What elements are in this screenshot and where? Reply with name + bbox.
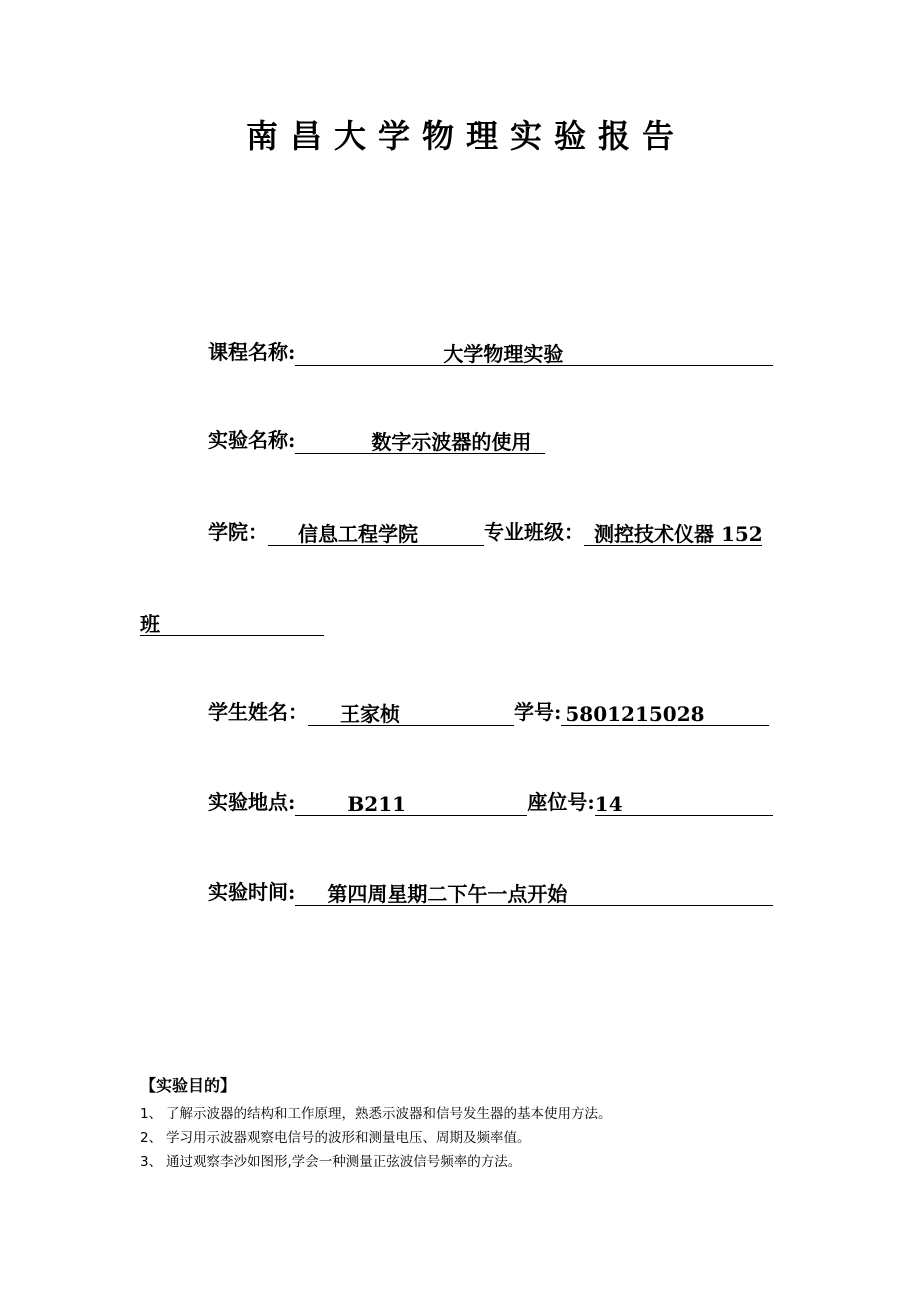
location-field [208,788,773,816]
purpose-item [140,1102,840,1126]
class-value-2: 班 [140,612,160,636]
class-label: 专业班级： [484,520,584,544]
location-value: B211 [347,792,407,816]
experiment-label: 实验名称: [208,428,296,452]
time-value-underline [295,882,773,906]
purpose-heading: 【实验目的】 [140,1076,237,1095]
seat-value-underline [595,792,773,816]
course-value: 大学物理实验 [443,342,564,366]
purpose-section [140,1074,840,1174]
experiment-value: 数字示波器的使用 [371,430,532,454]
college-label: 学院： [208,520,268,544]
college-value-underline [268,522,484,546]
location-value-underline [295,792,527,816]
purpose-item-number: 1、 [140,1106,163,1122]
student-field [208,698,769,726]
course-label: 课程名称: [208,340,296,364]
id-value-underline [561,702,769,726]
class-value-underline [584,522,762,546]
experiment-field [208,426,545,454]
class-continuation [140,608,324,636]
time-value: 第四周星期二下午一点开始 [327,882,568,906]
purpose-item-number: 2、 [140,1130,163,1146]
id-label: 学号: [514,700,562,724]
purpose-item [140,1126,840,1150]
purpose-item-number: 3、 [140,1154,163,1170]
experiment-value-underline [295,430,545,454]
time-label: 实验时间: [208,880,296,904]
college-field [208,518,762,546]
time-field [208,878,773,906]
purpose-item-text: 学习用示波器观察电信号的波形和测量电压、周期及频率值。 [166,1130,531,1146]
student-value: 王家桢 [340,702,400,726]
course-field [208,338,773,366]
purpose-item [140,1150,840,1174]
college-value: 信息工程学院 [298,522,418,546]
student-label: 学生姓名： [208,700,308,724]
class-value-1: 测控技术仪器 152 [594,522,763,546]
class-value-2-underline [140,612,324,636]
id-value: 5801215028 [565,702,705,726]
seat-value: 14 [594,792,623,816]
student-value-underline [308,702,514,726]
course-value-underline [295,342,773,366]
seat-label: 座位号: [527,790,595,814]
purpose-item-text: 通过观察李沙如图形,学会一种测量正弦波信号频率的方法。 [166,1154,522,1170]
report-title: 南昌大学物理实验报告 [245,117,686,155]
location-label: 实验地点: [208,790,296,814]
purpose-item-text: 了解示波器的结构和工作原理，熟悉示波器和信号发生器的基本使用方法。 [166,1106,612,1122]
